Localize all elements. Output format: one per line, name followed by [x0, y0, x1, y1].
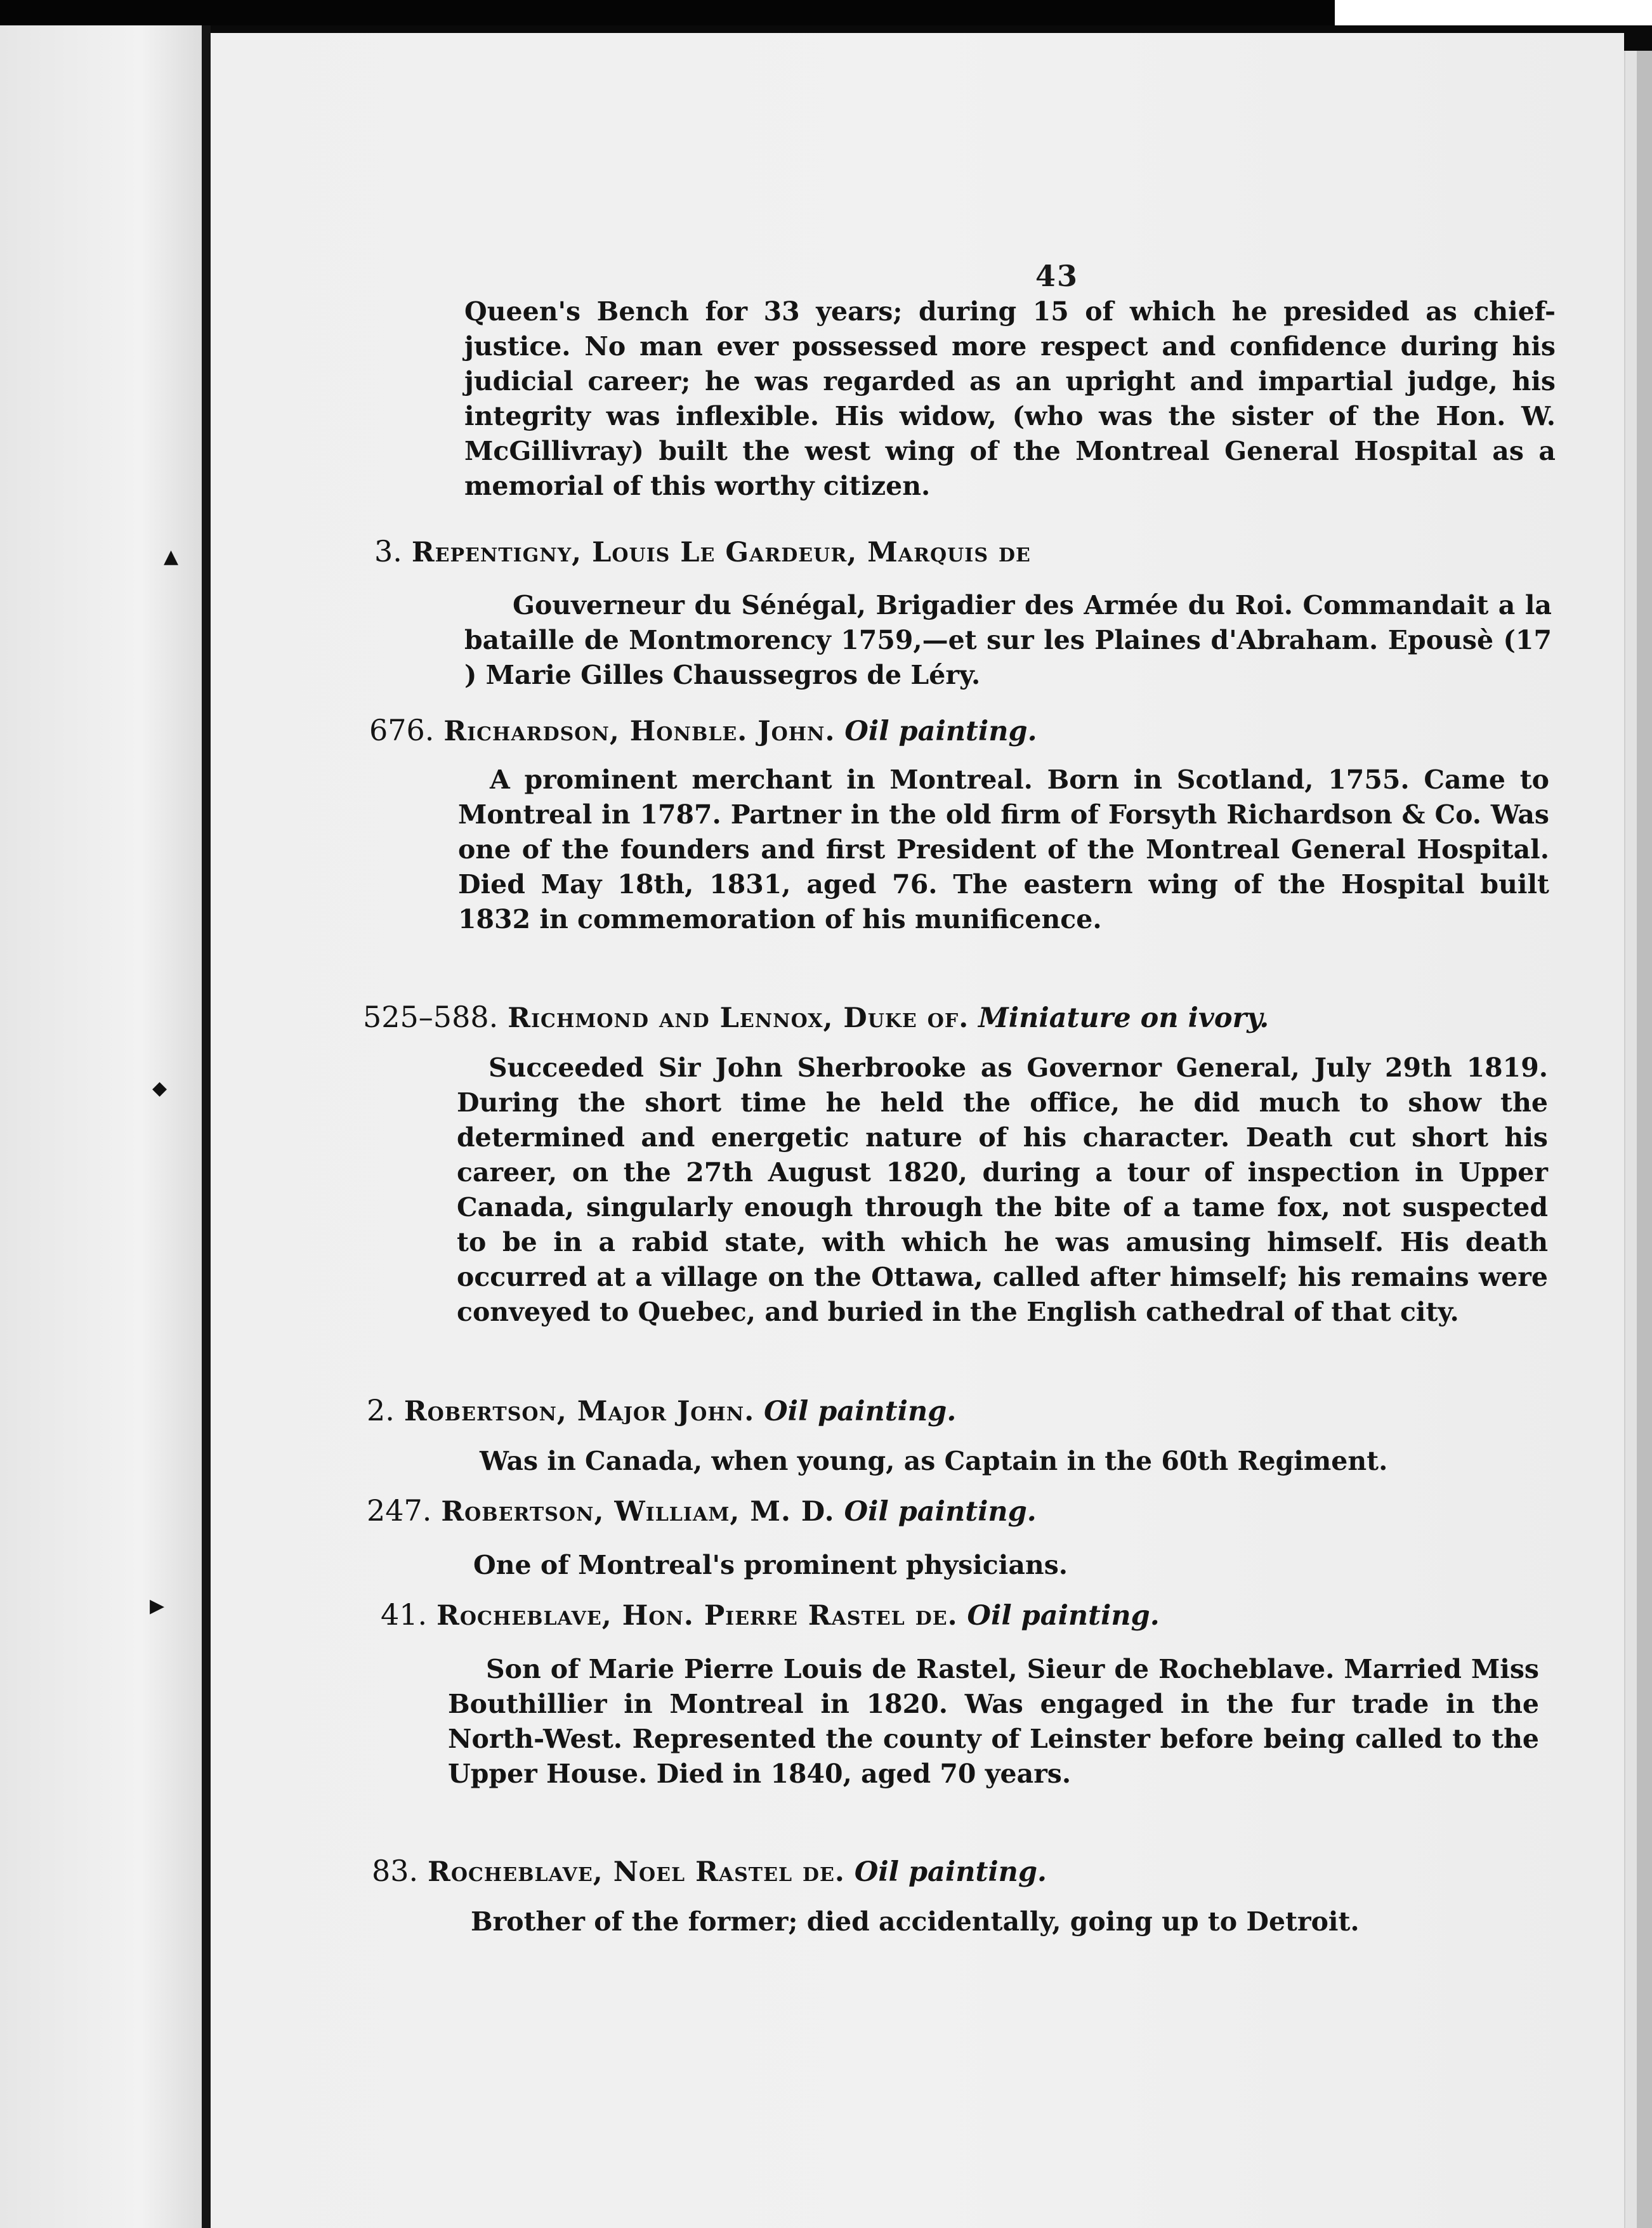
scan-speck: ▶ [150, 1595, 165, 1617]
entry-medium: Oil painting. [854, 1856, 1047, 1888]
entry-description: Son of Marie Pierre Louis de Rastel, Sieur de Rocheblave. Married Miss Bouthillier in Montreal in 1820. Was engaged in the fur trade in the North-West. Represented the county of Leinster before being called to the Upper House. Died in 1840, aged 70 years. [448, 1654, 1539, 1789]
entry-number: 247. [367, 1493, 432, 1528]
entry-name: Robertson, Major John. [403, 1396, 755, 1427]
entry-name: Repentigny, Louis Le Gardeur, Marquis de [411, 537, 1031, 568]
document-page [211, 33, 1624, 2228]
entry-medium: Oil painting. [844, 716, 1037, 747]
entry-description: Gouverneur du Sénégal, Brigadier des Armée du Roi. Commandait a la bataille de Montmorency 1759,—et sur les Plaines d'Abraham. Epousè (17 ) Marie Gilles Chaussegros de Léry. [464, 590, 1552, 690]
entry-name: Rocheblave, Noel Rastel de. [428, 1856, 845, 1888]
page-number: 43 [1035, 259, 1079, 293]
catalogue-entry-heading [369, 713, 1037, 749]
entry-name: Robertson, William, M. D. [441, 1496, 835, 1528]
entry-number: 525–588. [363, 1000, 499, 1034]
entry-description: Brother of the former; died accidentally, going up to Detroit. [471, 1906, 1360, 1937]
entry-name: Rocheblave, Hon. Pierre Rastel de. [436, 1600, 958, 1632]
catalogue-entry-heading [381, 1597, 1160, 1634]
page-edge [1637, 51, 1652, 2228]
entry-medium: Oil painting. [764, 1396, 957, 1427]
catalogue-entry-heading [374, 534, 1031, 570]
scan-top-border [0, 0, 1652, 25]
entry-number: 83. [372, 1854, 419, 1888]
scan-speck: ▲ [164, 546, 179, 568]
scan-speck: ◆ [152, 1077, 167, 1099]
entry-name: Richardson, Honble. John. [443, 716, 836, 747]
scan-corner [1335, 0, 1652, 25]
catalogue-entry-heading [367, 1493, 1037, 1530]
entry-number: 2. [367, 1393, 395, 1427]
page-edge [1625, 51, 1637, 2228]
entry-number: 3. [374, 534, 402, 568]
entry-number: 41. [381, 1597, 428, 1632]
intro-paragraph: Queen's Bench for 33 years; during 15 of which he presided as chief-justice. No man ever possessed more respect and confidence during his judicial career; he was regarded as an upright and impartial judge, his integrity was inflexible. His widow, (who was the sister of the Hon. W. McGillivray) built the west wing of the Montreal General Hospital as a memorial of this worthy citizen. [464, 296, 1556, 501]
entry-name: Richmond and Lennox, Duke of. [508, 1002, 969, 1034]
entry-description: Succeeded Sir John Sherbrooke as Governor General, July 29th 1819. During the short time he held the office, he did much to show the determined and energetic nature of his character. Death cut short his career, on the 27th August 1820, during a tour of inspection in Upper Canada, singularly enough through the bite of a tame fox, not suspected to be in a rabid state, with which he was amusing himself. His death occurred at a village on the Ottawa, called after himself; his remains were conveyed to Quebec, and buried in the English cathedral of that city. [457, 1052, 1548, 1327]
entry-number: 676. [369, 713, 435, 747]
catalogue-entry-heading [372, 1854, 1047, 1890]
entry-description: One of Montreal's prominent physicians. [473, 1550, 1068, 1580]
entry-medium: Oil painting. [967, 1600, 1160, 1632]
entry-medium: Miniature on ivory. [978, 1002, 1269, 1034]
facing-page-edge [0, 25, 202, 2228]
entry-medium: Oil painting. [844, 1496, 1037, 1528]
catalogue-entry-heading [363, 1000, 1269, 1036]
catalogue-entry-heading [367, 1393, 956, 1429]
entry-description: A prominent merchant in Montreal. Born in Scotland, 1755. Came to Montreal in 1787. Partner in the old firm of Forsyth Richardson & Co. Was one of the founders and first President of the Montreal General Hospital. Died May 18th, 1831, aged 76. The eastern wing of the Hospital built 1832 in commemoration of his munificence. [458, 764, 1549, 934]
book-gutter [202, 25, 211, 2228]
entry-description: Was in Canada, when young, as Captain in the 60th Regiment. [480, 1446, 1388, 1476]
